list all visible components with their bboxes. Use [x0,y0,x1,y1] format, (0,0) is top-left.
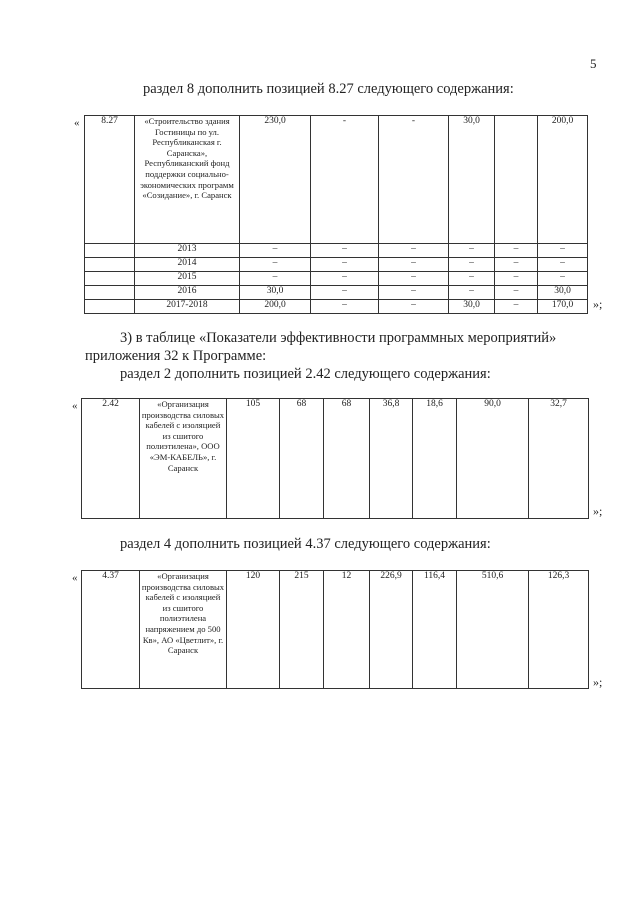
cell: 32,7 [529,399,589,519]
cell: 68 [324,399,370,519]
measure-description: «Организация производства силовых кабелей с изоляцией из сшитого полиэтилена», ООО «ЭМ-КАБЕЛЬ», г. Саранск [140,399,227,519]
cell: 170,0 [538,300,588,314]
table-row [85,244,588,258]
year-cell: 2015 [135,272,240,286]
close-mark-3: »; [593,675,603,689]
table-row [82,399,589,519]
cell: – [311,244,379,258]
cell: 126,3 [529,571,589,689]
cell: 30,0 [538,286,588,300]
cell: 230,0 [240,116,311,244]
cell: – [240,258,311,272]
cell: 30,0 [449,300,495,314]
cell: – [240,272,311,286]
cell: – [449,272,495,286]
cell: – [495,300,538,314]
cell: 30,0 [449,116,495,244]
cell: – [311,272,379,286]
open-quote-2: « [72,400,78,412]
position-number: 2.42 [82,399,140,519]
cell [85,286,135,300]
cell: – [449,258,495,272]
cell: – [379,272,449,286]
cell: – [379,300,449,314]
table-row [85,258,588,272]
cell: 105 [227,399,280,519]
cell [495,116,538,244]
year-cell: 2016 [135,286,240,300]
year-cell: 2017-2018 [135,300,240,314]
intro-section-2: раздел 2 дополнить позицией 2.42 следующего содержания: [120,366,491,382]
paragraph-3-line-2: приложения 32 к Программе: [85,348,267,364]
cell: – [538,272,588,286]
paragraph-3-line-1: 3) в таблице «Показатели эффективности программных мероприятий» [120,330,557,346]
cell: – [240,244,311,258]
table-position-4-37 [81,570,589,689]
page-number: 5 [590,56,597,71]
cell: – [538,244,588,258]
cell: 18,6 [413,399,457,519]
year-cell: 2013 [135,244,240,258]
cell [85,300,135,314]
cell: – [495,244,538,258]
table-row [85,300,588,314]
cell: – [311,300,379,314]
cell: 215 [280,571,324,689]
cell: – [311,258,379,272]
table-row [82,571,589,689]
cell [85,258,135,272]
cell: - [379,116,449,244]
cell [85,272,135,286]
cell: 12 [324,571,370,689]
cell: 36,8 [370,399,413,519]
cell: 200,0 [240,300,311,314]
open-quote-1: « [74,117,80,129]
cell: – [379,244,449,258]
measure-description: «Организация производства силовых кабелей с изоляцией из сшитого полиэтилена напряжением до 500 Кв», АО «Цветлит», г. Саранск [140,571,227,689]
position-number: 4.37 [82,571,140,689]
year-cell: 2014 [135,258,240,272]
cell: 90,0 [457,399,529,519]
close-mark-1: »; [593,297,603,311]
cell: – [495,272,538,286]
table-position-2-42 [81,398,589,519]
cell: – [379,286,449,300]
measure-description: «Строительство здания Гостиницы по ул. Республиканская г. Саранска», Республиканский фонд поддержки социально-экономических программ «Созидание», г. Саранск [135,116,240,244]
cell: – [311,286,379,300]
cell: – [379,258,449,272]
position-number: 8.27 [85,116,135,244]
intro-section-8: раздел 8 дополнить позицией 8.27 следующего содержания: [143,81,514,97]
cell: 510,6 [457,571,529,689]
cell: – [495,286,538,300]
table-row [85,286,588,300]
cell: 200,0 [538,116,588,244]
cell: 68 [280,399,324,519]
cell: 120 [227,571,280,689]
cell: – [449,286,495,300]
cell: - [311,116,379,244]
cell: – [449,244,495,258]
cell: – [495,258,538,272]
cell: 226,9 [370,571,413,689]
cell: 30,0 [240,286,311,300]
open-quote-3: « [72,572,78,584]
table-position-8-27 [84,115,588,314]
close-mark-2: »; [593,504,603,518]
table-row [85,272,588,286]
cell: 116,4 [413,571,457,689]
intro-section-4: раздел 4 дополнить позицией 4.37 следующего содержания: [120,536,491,552]
cell: – [538,258,588,272]
cell [85,244,135,258]
table-row [85,116,588,244]
